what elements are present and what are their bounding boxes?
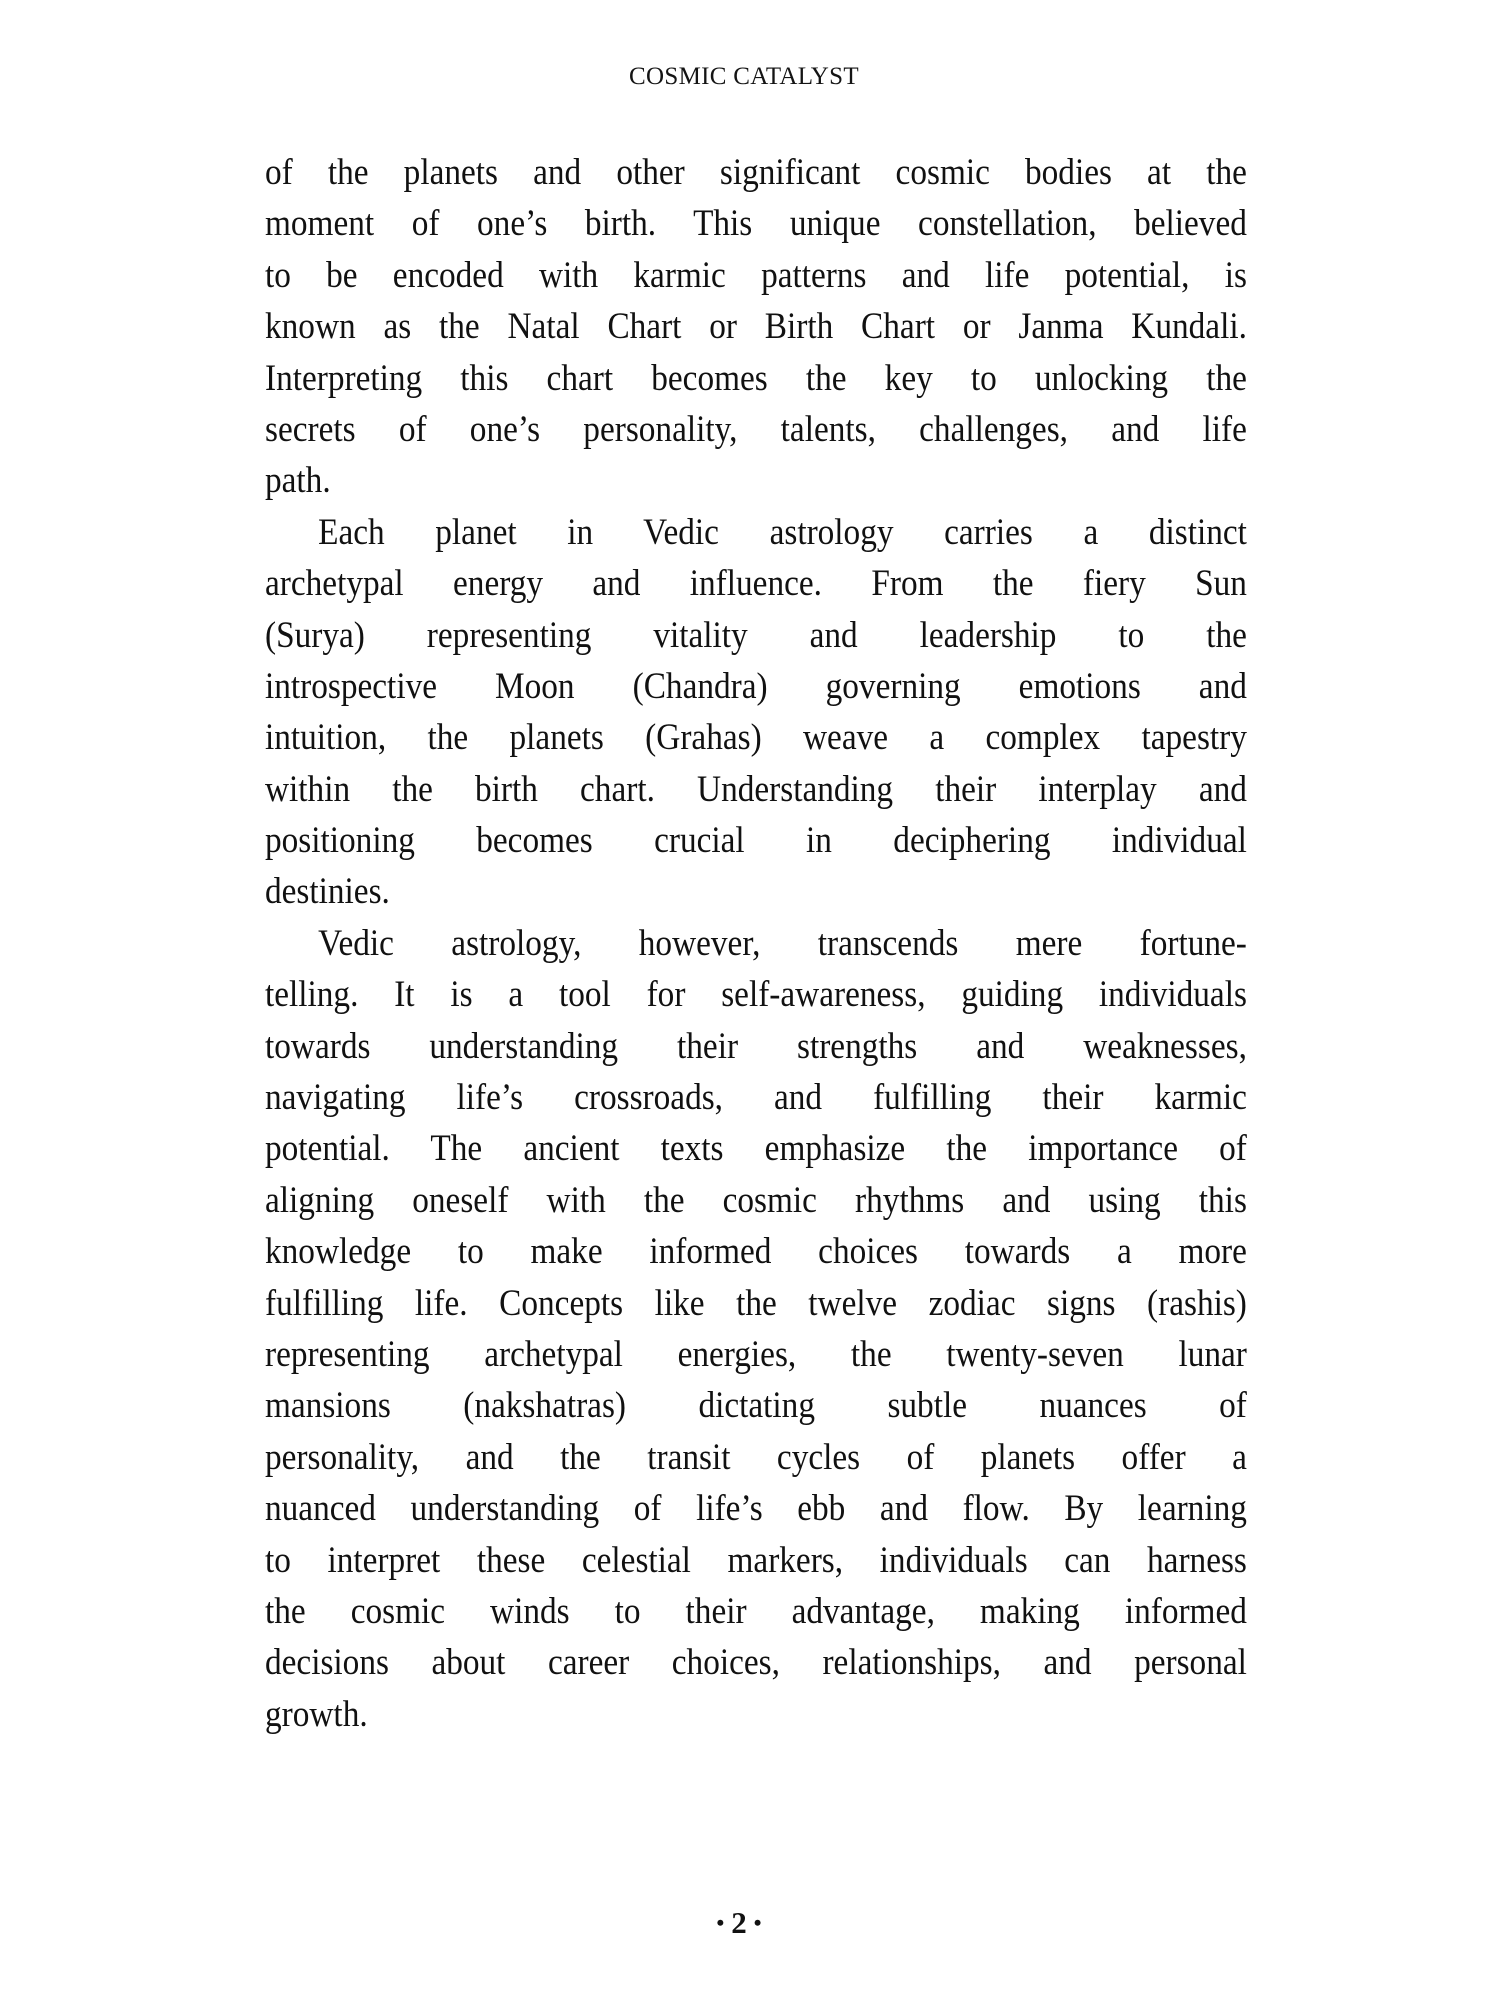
paragraph-1 xyxy=(265,147,1247,507)
text-line: Vedic astrology, however, transcends mere fortune- xyxy=(318,922,1247,964)
page-number: 2 xyxy=(731,1905,747,1940)
text-line: Each planet in Vedic astrology carries a distinct xyxy=(318,511,1247,553)
running-head-title: COSMIC CATALYST xyxy=(629,63,859,90)
text-line: growth. xyxy=(265,1693,368,1735)
text-line: fulfilling life. Concepts like the twelve zodiac signs (rashis) xyxy=(265,1282,1247,1324)
paragraph-2 xyxy=(265,507,1247,918)
text-line: within the birth chart. Understanding their interplay and xyxy=(265,768,1247,810)
text-line: introspective Moon (Chandra) governing emotions and xyxy=(265,665,1247,707)
text-line: secrets of one’s personality, talents, challenges, and life xyxy=(265,408,1247,450)
text-line: navigating life’s crossroads, and fulfilling their karmic xyxy=(265,1077,1247,1119)
text-line: moment of one’s birth. This unique constellation, believed xyxy=(265,203,1247,245)
page-number-footer xyxy=(0,1903,1500,1943)
text-line: intuition, the planets (Grahas) weave a complex tapestry xyxy=(265,717,1247,759)
paragraph-3 xyxy=(265,918,1247,1740)
text-line: known as the Natal Chart or Birth Chart or Janma Kundali. xyxy=(265,306,1247,348)
bullet-ornament-left: • xyxy=(716,1910,725,1935)
text-line: Interpreting this chart becomes the key to unlocking the xyxy=(265,357,1247,399)
text-line: (Surya) representing vitality and leadership to the xyxy=(265,614,1247,656)
text-line: the cosmic winds to their advantage, making informed xyxy=(265,1590,1247,1632)
text-line: nuanced understanding of life’s ebb and flow. By learning xyxy=(265,1488,1247,1530)
text-line: positioning becomes crucial in deciphering individual xyxy=(265,820,1247,862)
text-line: of the planets and other significant cosmic bodies at the xyxy=(265,152,1247,193)
text-line: mansions (nakshatras) dictating subtle nuances of xyxy=(265,1385,1247,1427)
text-line: telling. It is a tool for self-awareness, guiding individuals xyxy=(265,974,1247,1016)
text-line: to interpret these celestial markers, individuals can harness xyxy=(265,1539,1247,1581)
body-text xyxy=(265,147,1247,1740)
text-line: path. xyxy=(265,460,331,502)
text-line: potential. The ancient texts emphasize the importance of xyxy=(265,1128,1247,1170)
text-line: to be encoded with karmic patterns and life potential, is xyxy=(265,254,1247,296)
text-line: decisions about career choices, relationships, and personal xyxy=(265,1642,1247,1684)
text-line: personality, and the transit cycles of planets offer a xyxy=(265,1436,1247,1478)
bullet-ornament-right: • xyxy=(753,1910,762,1935)
text-line: representing archetypal energies, the twenty-seven lunar xyxy=(265,1333,1247,1375)
text-line: archetypal energy and influence. From the fiery Sun xyxy=(265,563,1247,605)
text-line: aligning oneself with the cosmic rhythms and using this xyxy=(265,1179,1247,1221)
running-head xyxy=(0,62,1500,92)
text-line: destinies. xyxy=(265,871,390,913)
text-line: towards understanding their strengths and weaknesses, xyxy=(265,1025,1247,1067)
text-line: knowledge to make informed choices towards a more xyxy=(265,1231,1247,1273)
